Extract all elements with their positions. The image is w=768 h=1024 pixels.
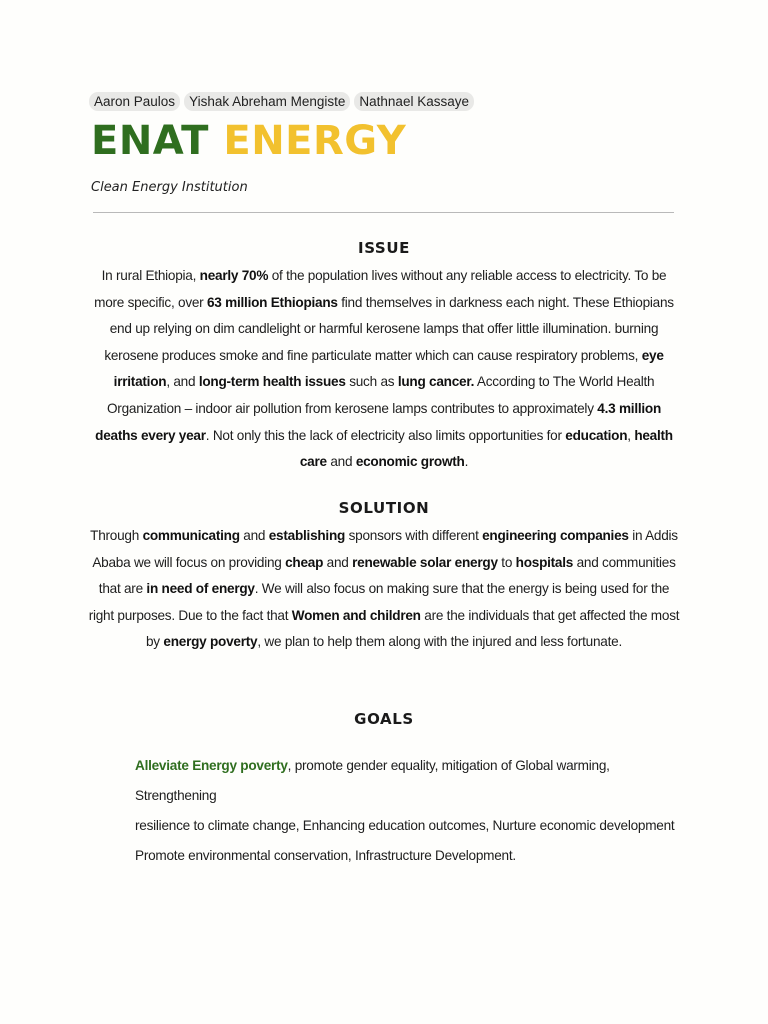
emphasis-text: long-term health issues	[198, 374, 346, 390]
body-text: and	[323, 554, 353, 570]
goals-list	[135, 751, 675, 871]
body-text: in Addis Ababa we will focus on providing	[92, 528, 678, 570]
emphasis-text: eye irritation	[113, 347, 664, 390]
emphasis-text: lung cancer.	[397, 374, 475, 390]
goals-line-text: , promote gender equality, mitigation of Global warming, Strengthening	[135, 758, 610, 803]
emphasis-text: economic growth	[355, 454, 465, 470]
body-text: .	[464, 454, 469, 470]
emphasis-text: 4.3 million deaths every year	[95, 400, 662, 443]
goals-line: Promote environmental conservation, Infrastructure Development.	[135, 848, 516, 863]
goals-line: resilience to climate change, Enhancing education outcomes, Nurture economic development	[135, 818, 675, 833]
emphasis-text: communicating	[142, 528, 240, 543]
body-text: , and	[166, 374, 199, 390]
emphasis-text: Women and children	[291, 607, 421, 623]
emphasis-text: energy poverty	[163, 634, 258, 650]
emphasis-text: renewable solar energy	[352, 554, 498, 570]
emphasis-text: in need of energy	[146, 581, 255, 597]
goals-highlight: Alleviate Energy poverty	[135, 758, 288, 773]
body-text: are the individuals that get affected the most by	[146, 607, 680, 650]
emphasis-text: establishing	[268, 528, 346, 543]
divider	[93, 212, 674, 213]
body-text: . We will also focus on making sure that the energy is being used for the right purposes. Due to the fact that	[88, 581, 670, 623]
body-text: and	[326, 454, 356, 470]
body-text: and communities that are	[98, 554, 676, 597]
author-chip[interactable]: Yishak Abreham Mengiste	[184, 92, 350, 111]
page-subtitle: Clean Energy Institution	[91, 180, 248, 195]
body-text: ,	[627, 427, 635, 443]
body-text: such as	[345, 374, 398, 390]
body-text: According to The World Health Organization – indoor air pollution from kerosene lamps contributes to approximately	[106, 374, 655, 416]
title-word-enat: ENAT	[91, 118, 209, 164]
body-text: sponsors with different	[345, 528, 483, 543]
emphasis-text: health care	[299, 427, 673, 470]
author-chip[interactable]: Nathnael Kassaye	[354, 92, 474, 111]
goals-heading: GOALS	[354, 710, 414, 728]
body-text: find themselves in darkness each night. These Ethiopians end up relying on dim candlelight or harmful kerosene lamps that offer little illumination. burning kerosene produces smoke and fine particulate matter which can cause respiratory problems,	[104, 294, 674, 363]
body-text: . Not only this the lack of electricity also limits opportunities for	[205, 427, 566, 443]
emphasis-text: 63 million Ethiopians	[207, 294, 338, 310]
solution-heading: SOLUTION	[338, 499, 430, 517]
body-text: , we plan to help them along with the injured and less fortunate.	[257, 634, 622, 650]
author-chip[interactable]: Aaron Paulos	[89, 92, 180, 111]
title-word-energy: ENERGY	[223, 118, 407, 164]
emphasis-text: education	[565, 427, 628, 443]
body-text: Through	[90, 528, 143, 543]
emphasis-text: hospitals	[515, 554, 574, 570]
issue-paragraph	[86, 263, 682, 476]
body-text: In rural Ethiopia,	[101, 268, 200, 283]
emphasis-text: engineering companies	[482, 528, 629, 543]
emphasis-text: cheap	[285, 554, 324, 570]
solution-paragraph	[86, 523, 682, 656]
issue-heading: ISSUE	[358, 239, 410, 257]
body-text: to	[497, 554, 516, 570]
body-text: of the population lives without any reliable access to electricity. To be more specific, over	[94, 268, 667, 310]
emphasis-text: nearly 70%	[199, 268, 269, 283]
goals-line	[135, 751, 675, 811]
body-text: and	[239, 528, 269, 543]
author-list	[89, 92, 474, 111]
page-title	[91, 116, 406, 166]
